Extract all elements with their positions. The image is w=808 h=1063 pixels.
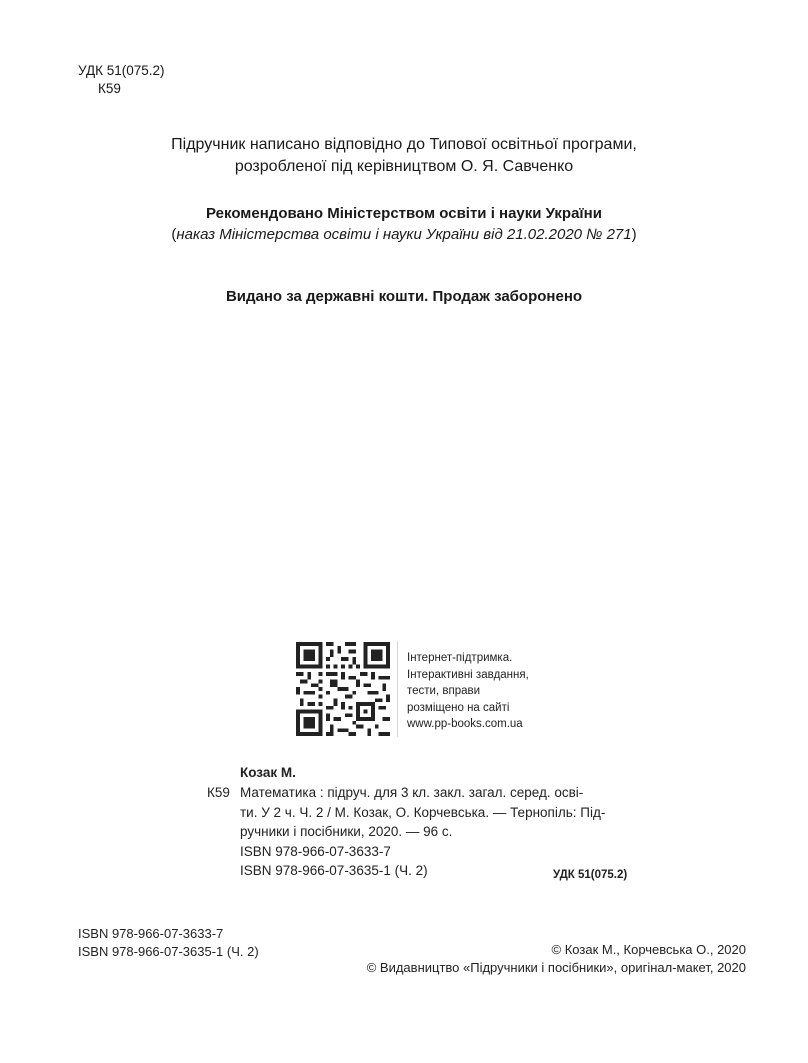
card-isbn: ISBN 978-966-07-3635-1 (Ч. 2) [240, 863, 428, 878]
isbn-line: ISBN 978-966-07-3633-7 [78, 926, 224, 941]
author-code: К59 [98, 81, 121, 96]
footer-isbn [78, 925, 259, 961]
support-line: розміщено на сайті [407, 701, 510, 714]
support-line: тести, вправи [407, 685, 481, 697]
isbn-line: ISBN 978-966-07-3635-1 (Ч. 2) [78, 944, 259, 959]
qr-code-icon[interactable] [296, 642, 390, 736]
card-isbn: ISBN 978-966-07-3633-7 [240, 843, 391, 859]
card-udk: УДК 51(075.2) [553, 869, 628, 881]
ministry-recommendation: Рекомендовано Міністерством освіти і науки України [206, 205, 602, 222]
card-code: К59 [207, 785, 230, 800]
program-note-line-2: розробленої під керівництвом О. Я. Савченко [234, 158, 574, 175]
card-line: ти. У 2 ч. Ч. 2 / М. Козак, О. Корчевська. — Тернопіль: Під- [240, 804, 606, 820]
copyright-line: © Видавництво «Підручники і посібники», оригінал-макет, 2020 [366, 960, 746, 975]
footer-copyright [367, 941, 746, 977]
ministry-order [0, 224, 808, 246]
copyright-line: © Козак М., Корчевська О., 2020 [551, 942, 746, 957]
order-text: наказ Міністерства освіти і науки України від 21.02.2020 № 271 [176, 226, 632, 243]
udk-header [78, 62, 165, 98]
program-note [0, 134, 808, 178]
order-open-paren: ( [171, 226, 177, 243]
internet-support-note [407, 650, 529, 733]
funding-note: Видано за державні кошти. Продаж заборонено [225, 288, 583, 305]
support-line: Інтерактивні завдання, [407, 668, 529, 681]
card-line: Математика : підруч. для 3 кл. закл. загал. серед. осві- [240, 785, 584, 800]
udk-index: УДК 51(075.2) [78, 63, 165, 78]
website-link[interactable]: www.pp-books.com.ua [407, 718, 523, 730]
support-line: Інтернет-підтримка. [407, 652, 513, 664]
card-author: Козак М. [240, 765, 296, 780]
card-line: ручники і посібники, 2020. — 96 с. [240, 824, 453, 839]
program-note-line-1: Підручник написано відповідно до Типової освітньої програми, [171, 136, 637, 153]
order-close-paren: ) [631, 226, 637, 243]
divider [397, 641, 398, 737]
